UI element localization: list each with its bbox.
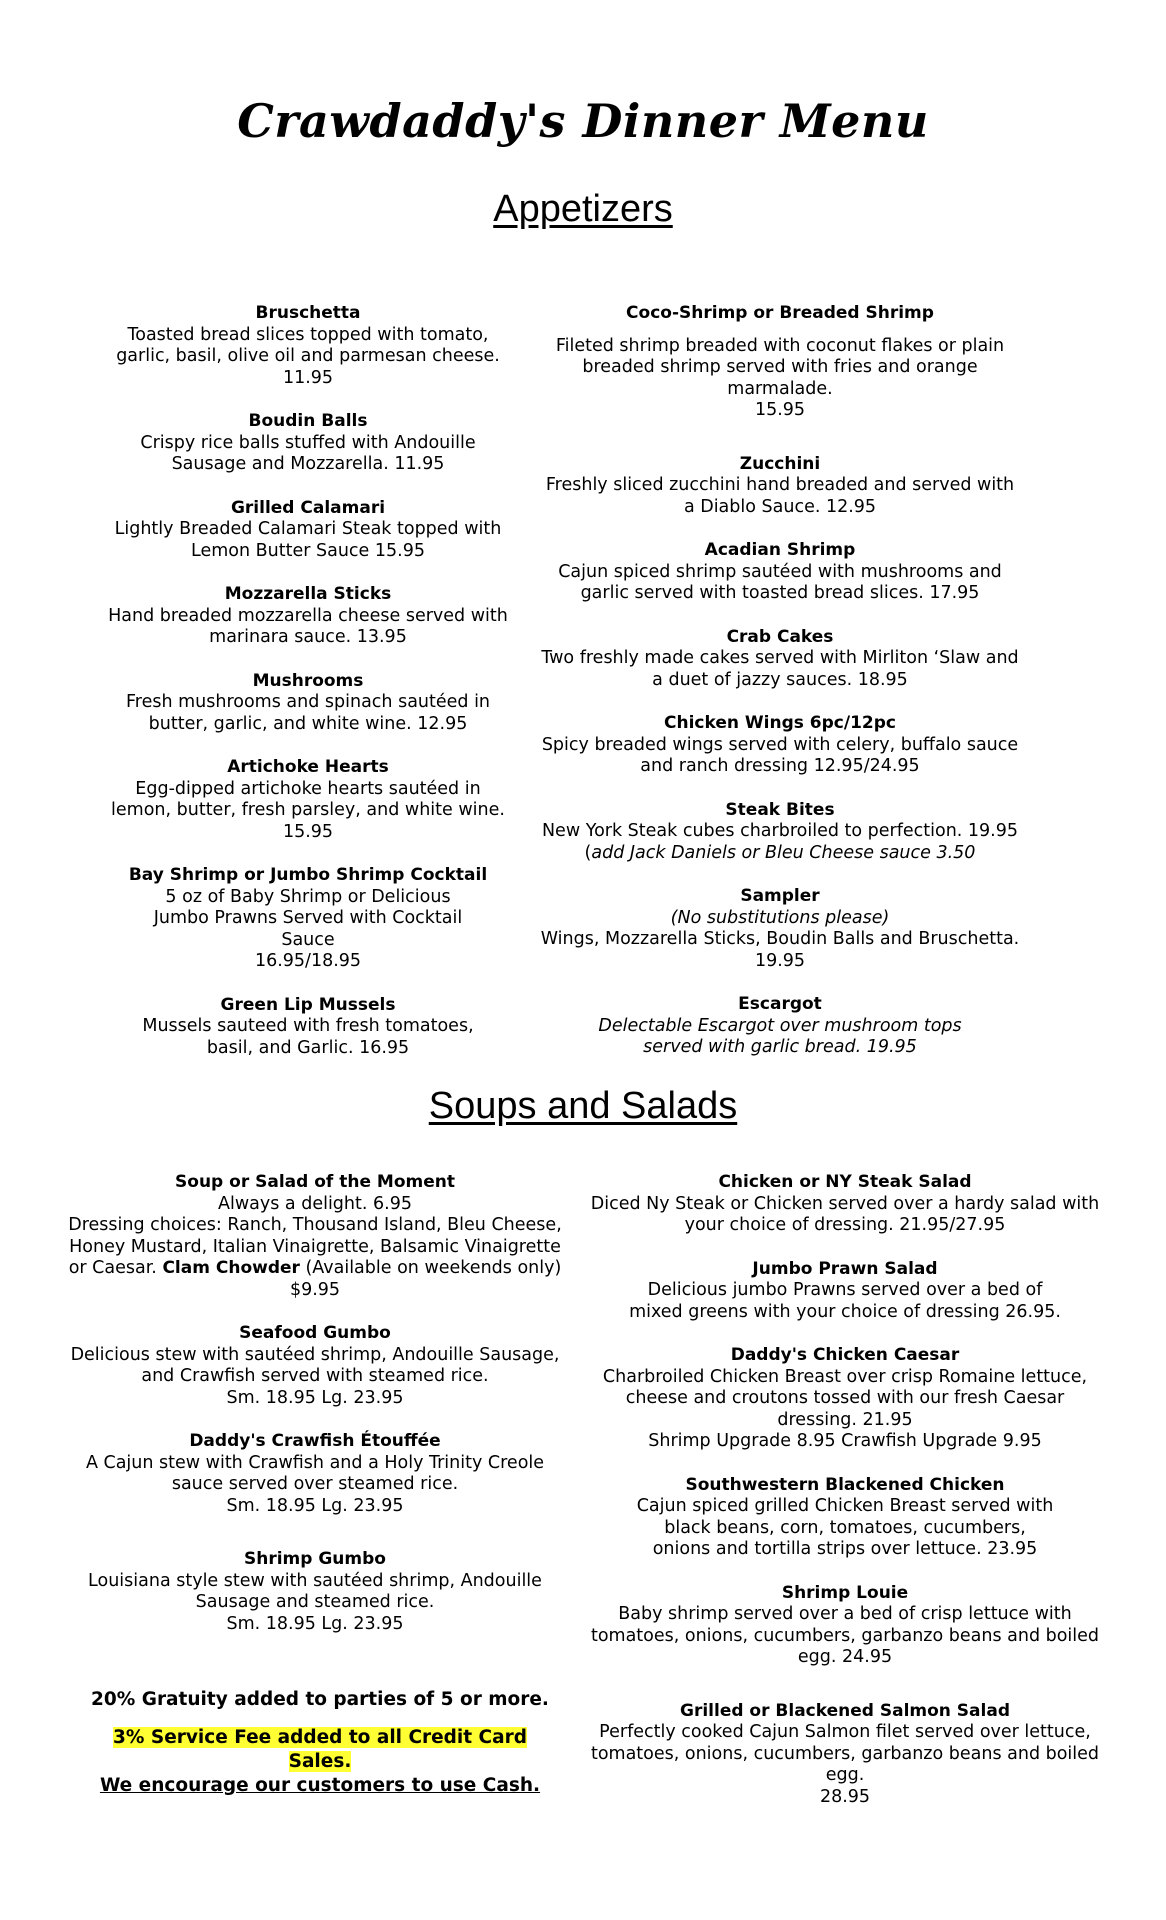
gratuity-notice: 20% Gratuity added to parties of 5 or more. <box>91 1689 549 1710</box>
service-fee-notice <box>80 1726 560 1774</box>
item-price: 16.95/18.95 <box>254 951 362 971</box>
item-description: Diced Ny Steak or Chicken served over a hardy salad with your choice of dressing. 21.95/27.95 <box>590 1193 1100 1235</box>
item-name: Soup or Salad of the Moment <box>175 1172 455 1192</box>
item-name: Seafood Gumbo <box>239 1323 391 1343</box>
menu-item <box>585 1583 1105 1669</box>
menu-item <box>540 540 1020 605</box>
item-description: A Cajun stew with Crawfish and a Holy Trinity Creole sauce served over steamed rice. <box>85 1452 545 1494</box>
dressing-text: Dressing choices: Ranch, Thousand Island, Bleu Cheese, Honey Mustard, Italian Vinaigrette, Balsamic Vinaigrette or Caesar. <box>68 1215 562 1278</box>
item-name: Acadian Shrimp <box>704 540 856 560</box>
item-name: Coco-Shrimp or Breaded Shrimp <box>626 303 934 323</box>
page-title: Crawdaddy's Dinner Menu <box>237 94 929 148</box>
menu-item <box>108 498 508 563</box>
item-price: Shrimp Upgrade 8.95 Crawfish Upgrade 9.95 <box>648 1431 1042 1451</box>
item-price: onions and tortilla strips over lettuce. 23.95 <box>652 1539 1038 1559</box>
menu-item <box>60 1323 570 1409</box>
item-name: Crab Cakes <box>726 626 834 647</box>
menu-item <box>108 584 508 649</box>
item-price: 19.95 <box>754 950 806 971</box>
menu-item <box>108 865 508 973</box>
item-description: Charbroiled Chicken Breast over crisp Romaine lettuce, cheese and croutons tossed with our fresh Caesar dressing. 21.95 <box>602 1366 1088 1430</box>
item-name: Mozzarella Sticks <box>224 584 392 604</box>
item-name: Southwestern Blackened Chicken <box>685 1474 1005 1495</box>
menu-item <box>585 1701 1105 1809</box>
appetizers-heading: Appetizers <box>493 188 673 230</box>
item-name: Artichoke Hearts <box>227 757 389 777</box>
item-description: Spicy breaded wings served with celery, buffalo sauce and ranch dressing 12.95/24.95 <box>541 734 1019 776</box>
item-description: Lightly Breaded Calamari Steak topped with Lemon Butter Sauce 15.95 <box>114 519 502 561</box>
item-dressings <box>60 1215 570 1301</box>
service-fee-text: 3% Service Fee added to all Credit Card Sales. <box>113 1727 527 1772</box>
menu-item <box>585 1475 1105 1561</box>
menu-item <box>60 1549 570 1635</box>
menu-item <box>540 454 1020 519</box>
item-name: Jumbo Prawn Salad <box>752 1258 938 1279</box>
item-price: Sm. 18.95 Lg. 23.95 <box>226 1613 404 1634</box>
item-description: Delicious jumbo Prawns served over a bed of mixed greens with your choice of dressing 26.95. <box>629 1280 1061 1322</box>
item-name: Grilled or Blackened Salmon Salad <box>680 1700 1010 1721</box>
item-price: 11.95 <box>282 367 334 388</box>
item-description: Wings, Mozzarella Sticks, Boudin Balls and Bruschetta. <box>540 929 1020 949</box>
item-name: Sampler <box>740 886 820 906</box>
menu-item <box>108 671 508 736</box>
item-name: Zucchini <box>739 453 821 474</box>
item-description: Freshly sliced zucchini hand breaded and served with a Diablo Sauce. 12.95 <box>545 475 1015 517</box>
item-name: Bay Shrimp or Jumbo Shrimp Cocktail <box>128 865 488 885</box>
item-description: Crispy rice balls stuffed with Andouille Sausage and Mozzarella. 11.95 <box>140 432 476 474</box>
item-name: Grilled Calamari <box>230 497 386 518</box>
item-name: Shrimp Gumbo <box>244 1549 386 1569</box>
soups-left-column <box>60 1172 570 1657</box>
item-note <box>540 843 1020 865</box>
item-name: Bruschetta <box>255 303 361 323</box>
item-description: Baby shrimp served over a bed of crisp lettuce with tomatoes, onions, cucumbers, garbanzo beans and boiled egg. 24.95 <box>590 1604 1100 1667</box>
menu-item <box>108 411 508 476</box>
menu-item <box>108 303 508 389</box>
menu-item <box>585 1345 1105 1453</box>
appetizers-left-column <box>108 303 508 1081</box>
note-text: add Jack Daniels or Bleu Cheese sauce 3.50 <box>591 842 976 863</box>
item-description: New York Steak cubes charbroiled to perfection. 19.95 <box>541 821 1019 841</box>
item-description: Mussels sauteed with fresh tomatoes, basil, and Garlic. 16.95 <box>142 1016 474 1058</box>
item-name: Shrimp Louie <box>781 1582 909 1603</box>
menu-item <box>540 713 1020 778</box>
item-description: Perfectly cooked Cajun Salmon filet served over lettuce, tomatoes, onions, cucumbers, garbanzo beans and boiled egg. <box>590 1722 1100 1785</box>
item-name: Green Lip Mussels <box>220 994 396 1015</box>
item-description: Fileted shrimp breaded with coconut flakes or plain breaded shrimp served with fries and orange marmalade. <box>555 335 1005 399</box>
item-note: (No substitutions please) <box>670 907 890 928</box>
menu-item <box>60 1172 570 1301</box>
item-name: Boudin Balls <box>248 411 368 431</box>
item-description: Fresh mushrooms and spinach sautéed in butter, garlic, and white wine. 12.95 <box>125 692 491 734</box>
item-name: Escargot <box>738 994 822 1014</box>
item-description: Toasted bread slices topped with tomato, garlic, basil, olive oil and parmesan cheese. <box>116 324 500 366</box>
menu-item <box>585 1172 1105 1237</box>
item-price: 28.95 <box>819 1786 871 1807</box>
menu-item <box>108 995 508 1060</box>
menu-item <box>540 627 1020 692</box>
menu-item <box>540 303 1020 422</box>
menu-item <box>108 757 508 843</box>
item-name: Chicken Wings 6pc/12pc <box>664 713 896 733</box>
menu-item <box>540 800 1020 865</box>
item-description: Delectable Escargot over mushroom tops served with garlic bread. 19.95 <box>598 1015 962 1057</box>
item-price: 15.95 <box>754 400 806 420</box>
menu-item <box>540 886 1020 972</box>
item-name: Steak Bites <box>725 799 835 820</box>
item-name: Mushrooms <box>252 670 364 691</box>
item-description: Hand breaded mozzarella cheese served with marinara sauce. 13.95 <box>108 605 508 647</box>
note-paren: ( <box>584 842 592 863</box>
item-description: Delicious stew with sautéed shrimp, Andouille Sausage, and Crawfish served with steamed rice. <box>70 1344 560 1386</box>
notices <box>80 1688 560 1798</box>
extra-item-description: (Available on weekends only) $9.95 <box>289 1258 562 1300</box>
item-description: Louisiana style stew with sautéed shrimp, Andouille Sausage and steamed rice. <box>88 1570 542 1612</box>
item-price: Sm. 18.95 Lg. 23.95 <box>226 1387 404 1408</box>
cash-notice: We encourage our customers to use Cash. <box>99 1775 541 1796</box>
item-name: Chicken or NY Steak Salad <box>718 1172 972 1192</box>
item-name: Daddy's Crawfish Étouffée <box>189 1431 441 1451</box>
item-description: Egg-dipped artichoke hearts sautéed in lemon, butter, fresh parsley, and white wine. 15.95 <box>111 778 505 842</box>
menu-item <box>60 1431 570 1517</box>
item-description: Always a delight. 6.95 <box>218 1193 412 1214</box>
item-price: Sm. 18.95 Lg. 23.95 <box>226 1495 404 1516</box>
menu-item <box>585 1259 1105 1324</box>
appetizers-right-column <box>540 303 1020 1081</box>
item-name: Daddy's Chicken Caesar <box>730 1345 960 1365</box>
soups-salads-heading: Soups and Salads <box>428 1085 738 1127</box>
extra-item-name: Clam Chowder <box>162 1258 300 1278</box>
item-description: 5 oz of Baby Shrimp or Delicious Jumbo Prawns Served with Cocktail Sauce <box>153 886 463 950</box>
menu-item <box>540 994 1020 1059</box>
item-description: Two freshly made cakes served with Mirliton ‘Slaw and a duet of jazzy sauces. 18.95 <box>541 648 1019 690</box>
item-description: Cajun spiced shrimp sautéed with mushrooms and garlic served with toasted bread slices. 17.95 <box>558 561 1002 603</box>
soups-right-column <box>585 1172 1105 1830</box>
item-description: Cajun spiced grilled Chicken Breast served with black beans, corn, tomatoes, cucumbers, <box>636 1496 1054 1538</box>
